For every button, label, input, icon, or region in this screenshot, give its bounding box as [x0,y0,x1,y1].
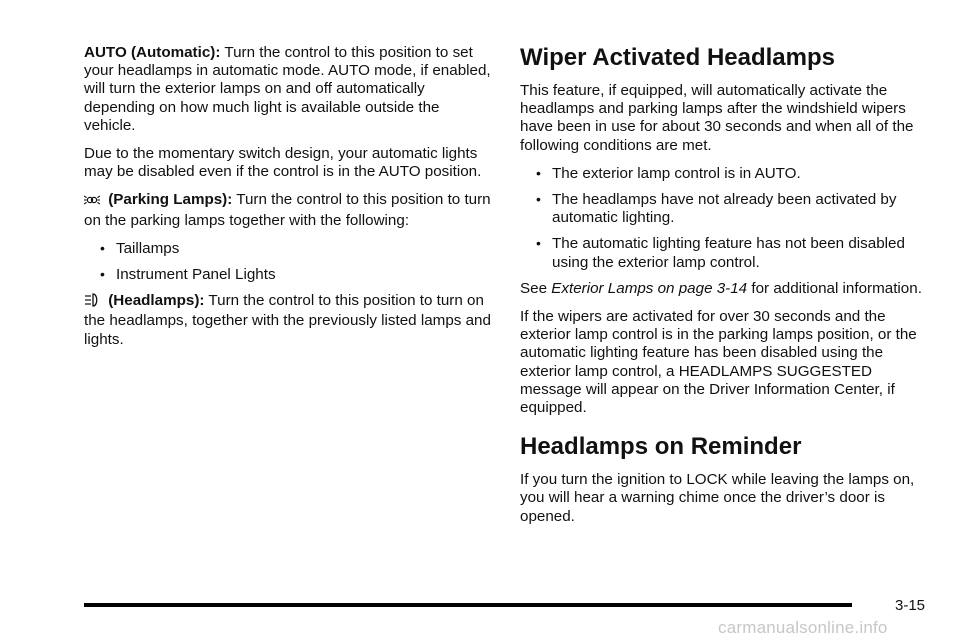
wiper-paragraph-2: If the wipers are activated for over 30 seconds and the exterior lamp control is in the parking lamps position, or the automatic lighting feature has been disabled using the exterior lamp control, a HEADLAMPS SUGGESTED message will appear on the Driver Information Center, if equipped. [520,308,917,417]
see-suffix: for additional information. [751,279,922,297]
reminder-text: If you turn the ignition to LOCK while leaving the lamps on, you will hear a warning chime once the driver’s door is opened. [520,471,915,525]
reminder-heading: Headlamps on Reminder [520,433,802,461]
parking-lamps-icon [84,193,100,211]
left-column [84,44,494,359]
auto-label: AUTO (Automatic): [84,44,221,61]
footer-rule [84,603,852,607]
cross-reference-link[interactable]: Exterior Lamps on page 3-14 [551,279,748,297]
headlamps-text: Turn the control to this position to turn on the headlamps, together with the previously listed lamps and lights. [84,292,491,348]
headlamps-icon [84,293,100,312]
headlamps-paragraph [84,292,494,349]
auto-text: Turn the control to this position to set your headlamps in automatic mode. AUTO mode, if enabled, will turn the exterior lamps on and off automatically depending on how much light is available outside the vehicle. [84,44,491,134]
parking-paragraph [84,191,494,229]
list-item: • Taillamps [100,239,180,257]
headlamps-label: (Headlamps): [108,292,205,310]
list-item: • The headlamps have not already been activated by automatic lighting. [536,191,897,227]
see-prefix: See [520,279,548,297]
wiper-intro: This feature, if equipped, will automatically activate the headlamps and parking lamps after the windshield wipers have been in use for about 30 seconds and when all of the following conditions are met. [520,82,914,154]
parking-bullet-list [84,240,494,284]
see-reference-paragraph [520,280,932,298]
watermark: carmanualsonline.info [718,618,888,637]
right-column [520,44,932,536]
parking-text: Turn the control to this position to turn on the parking lamps together with the following: [84,191,491,229]
list-item: • The automatic lighting feature has not been disabled using the exterior lamp control. [536,235,905,271]
auto-paragraph [84,44,494,135]
list-item: • The exterior lamp control is in AUTO. [536,164,801,182]
wiper-bullet-list [520,165,932,272]
wiper-heading: Wiper Activated Headlamps [520,44,835,71]
page-number: 3-15 [895,597,926,614]
momentary-paragraph: Due to the momentary switch design, your automatic lights may be disabled even if the control is in the AUTO position. [84,145,482,181]
parking-label: (Parking Lamps): [108,191,233,209]
list-item: • Instrument Panel Lights [100,266,276,284]
